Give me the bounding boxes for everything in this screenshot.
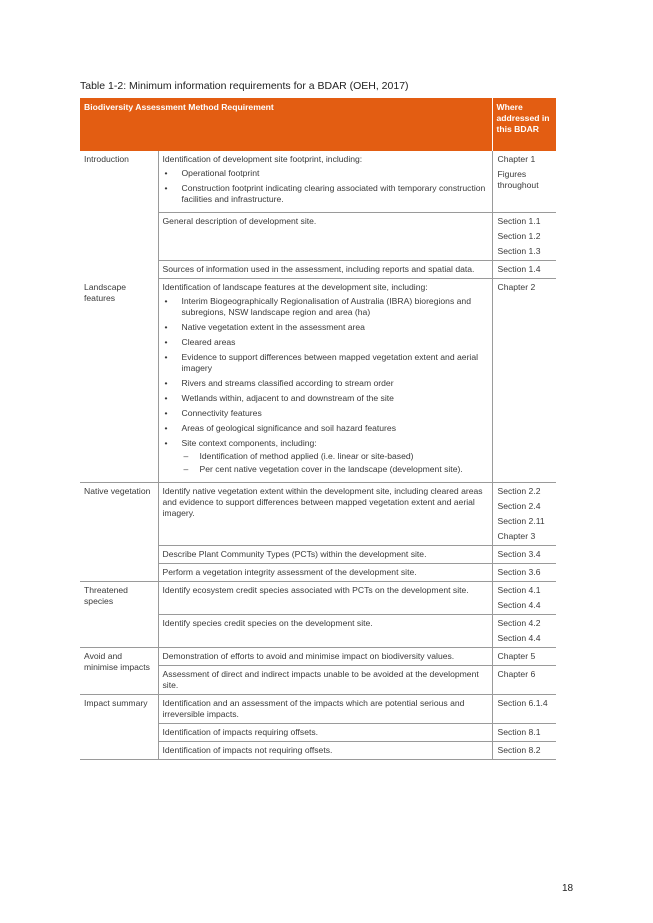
requirement-cell: Identify species credit species on the development site.: [158, 615, 492, 648]
where-ref: Figures throughout: [497, 169, 539, 190]
where-ref: Section 4.4: [497, 600, 541, 610]
section-label: Landscape features: [80, 279, 158, 483]
bullet-icon: •: [164, 183, 168, 193]
table-caption: Table 1-2: Minimum information requirements for a BDAR (OEH, 2017): [80, 80, 409, 92]
where-cell: [492, 483, 556, 546]
page-number: 18: [562, 883, 574, 894]
requirement-cell: Identification of impacts requiring offsets.: [158, 724, 492, 742]
bullet-icon: •: [164, 378, 168, 388]
header-requirement: Biodiversity Assessment Method Requirement: [80, 98, 492, 151]
where-cell: [492, 151, 556, 213]
requirement-cell: Assessment of direct and indirect impacts unable to be avoided at the development site.: [158, 666, 492, 695]
requirement-cell: [158, 279, 492, 483]
list-item: • Cleared areas: [164, 337, 236, 347]
where-ref: Section 2.11: [497, 516, 545, 526]
requirement-cell: General description of development site.: [158, 213, 492, 261]
sub-list-item: – Identification of method applied (i.e. linear or site-based): [183, 451, 414, 461]
requirement-cell: Sources of information used in the assessment, including reports and spatial data.: [158, 261, 492, 279]
where-ref: Section 4.4: [497, 633, 541, 643]
bullet-icon: •: [164, 296, 168, 306]
requirement-cell: [158, 151, 492, 213]
header-where-addressed: Where addressed in this BDAR: [492, 98, 556, 151]
list-item: • Connectivity features: [164, 408, 262, 418]
list-item: • Rivers and streams classified according to stream order: [164, 378, 394, 388]
bullet-icon: •: [164, 352, 168, 362]
requirement-cell: Identify native vegetation extent within the development site, including cleared areas and evidence to support differences between mapped vegetation extent and aerial imagery.: [158, 483, 492, 546]
where-ref: Chapter 5: [497, 651, 536, 661]
requirement-text: Identification of landscape features at the development site, including:: [162, 282, 428, 292]
requirement-cell: Demonstration of efforts to avoid and minimise impact on biodiversity values.: [158, 648, 492, 666]
bullet-icon: •: [164, 393, 168, 403]
table-header-row: [80, 98, 556, 151]
where-ref: Chapter 2: [497, 282, 536, 292]
table-row: [80, 648, 556, 666]
where-cell: [492, 695, 556, 724]
section-label: Threatened species: [80, 582, 158, 648]
requirement-cell: Identification and an assessment of the impacts which are potential serious and irreversible impacts.: [158, 695, 492, 724]
where-cell: [492, 564, 556, 582]
requirement-cell: Identification of impacts not requiring offsets.: [158, 742, 492, 760]
where-cell: [492, 615, 556, 648]
where-ref: Chapter 1: [497, 154, 536, 164]
list-item: • Interim Biogeographically Regionalisation of Australia (IBRA) bioregions and subregions, NSW landscape region and area (ha): [164, 296, 471, 317]
where-cell: [492, 279, 556, 483]
sub-list-item: – Per cent native vegetation cover in the landscape (development site).: [183, 464, 463, 474]
section-label: Introduction: [80, 151, 158, 279]
bullet-icon: •: [164, 408, 168, 418]
bullet-icon: •: [164, 337, 168, 347]
where-ref: Section 2.2: [497, 486, 541, 496]
where-cell: [492, 742, 556, 760]
where-ref: Section 4.1: [497, 585, 541, 595]
where-ref: Section 1.3: [497, 246, 541, 256]
bullet-icon: •: [164, 168, 168, 178]
list-item: • Native vegetation extent in the assessment area: [164, 322, 365, 332]
where-cell: [492, 666, 556, 695]
where-cell: [492, 724, 556, 742]
table-row: [80, 279, 556, 483]
list-item: • Site context components, including: – Identification of method applied (i.e. linear or site-based) – Per cent native vegetation cover in the landscape (development site).: [163, 438, 488, 475]
list-item: • Evidence to support differences between mapped vegetation extent and aerial imagery: [164, 352, 479, 373]
list-item: • Operational footprint: [164, 168, 260, 178]
where-cell: [492, 213, 556, 261]
where-cell: [492, 546, 556, 564]
list-item: • Areas of geological significance and soil hazard features: [164, 423, 396, 433]
dash-icon: –: [183, 451, 189, 461]
requirement-cell: Perform a vegetation integrity assessment of the development site.: [158, 564, 492, 582]
requirements-table: [80, 98, 556, 760]
list-item: • Construction footprint indicating clearing associated with temporary construction facilities and infrastructure.: [164, 183, 486, 204]
where-ref: Section 8.2: [497, 745, 541, 755]
section-label: Avoid and minimise impacts: [80, 648, 158, 695]
where-cell: [492, 648, 556, 666]
section-label: Impact summary: [80, 695, 158, 760]
where-ref: Section 1.1: [497, 216, 541, 226]
where-ref: Section 4.2: [497, 618, 541, 628]
where-ref: Chapter 6: [497, 669, 536, 679]
where-cell: [492, 261, 556, 279]
dash-icon: –: [183, 464, 189, 474]
table-row: [80, 151, 556, 213]
where-ref: Section 3.6: [497, 567, 541, 577]
bullet-icon: •: [164, 322, 168, 332]
where-ref: Section 1.4: [497, 264, 541, 274]
sub-bullet-list: [182, 451, 488, 475]
requirement-cell: Describe Plant Community Types (PCTs) within the development site.: [158, 546, 492, 564]
requirement-cell: Identify ecosystem credit species associated with PCTs on the development site.: [158, 582, 492, 615]
table-row: [80, 582, 556, 615]
bullet-icon: •: [164, 423, 168, 433]
where-ref: Section 3.4: [497, 549, 541, 559]
where-ref: Section 6.1.4: [497, 698, 548, 708]
bullet-list: [163, 296, 488, 475]
requirement-text: Identification of development site footprint, including:: [162, 154, 363, 164]
bullet-list: [163, 168, 488, 205]
list-item: • Wetlands within, adjacent to and downstream of the site: [164, 393, 394, 403]
bullet-icon: •: [164, 438, 168, 448]
table-row: [80, 483, 556, 546]
where-ref: Section 2.4: [497, 501, 541, 511]
where-ref: Chapter 3: [497, 531, 536, 541]
where-ref: Section 8.1: [497, 727, 541, 737]
where-cell: [492, 582, 556, 615]
where-ref: Section 1.2: [497, 231, 541, 241]
table-row: [80, 695, 556, 724]
section-label: Native vegetation: [80, 483, 158, 582]
